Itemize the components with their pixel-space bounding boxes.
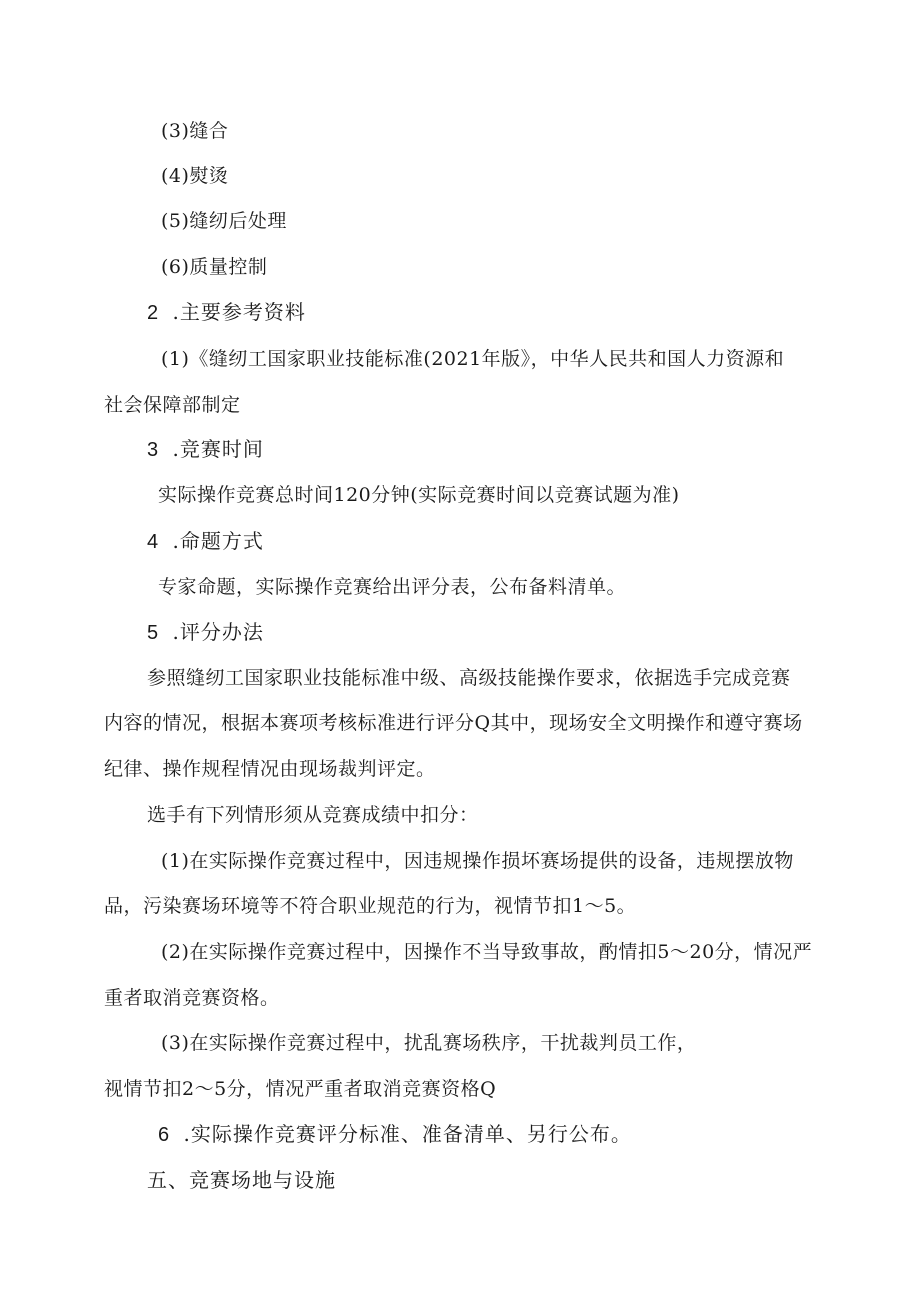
section-5-number: 5 — [147, 622, 160, 644]
scoring-para-line-1: 参照缝纫工国家职业技能标准中级、高级技能操作要求，依据选手完成竞赛 — [147, 667, 791, 689]
section-3-heading — [147, 437, 264, 462]
reference-1-line-2: 社会保障部制定 — [104, 394, 241, 416]
scoring-para-line-2: 内容的情况，根据本赛项考核标准进行评分Q其中，现场安全文明操作和遵守赛场 — [104, 712, 803, 734]
deduction-rule-2-line-2: 重者取消竞赛资格。 — [104, 987, 280, 1009]
section-3-title: .竞赛时间 — [172, 437, 264, 461]
deduction-rule-3-line-1: (3)在实际操作竞赛过程中，扰乱赛场秩序，干扰裁判员工作， — [161, 1032, 697, 1054]
reference-1-line-1: (1)《缝纫工国家职业技能标准(2021年版》，中华人民共和国人力资源和 — [161, 348, 785, 370]
section-4-number: 4 — [147, 531, 160, 553]
section-6-title: .实际操作竞赛评分标准、准备清单、另行公布。 — [183, 1122, 632, 1146]
chapter-5-heading: 五、竞赛场地与设施 — [147, 1168, 336, 1192]
deduction-rule-2-line-1: (2)在实际操作竞赛过程中，因操作不当导致事故，酌情扣5～20分，情况严 — [161, 941, 813, 963]
section-5-title: .评分办法 — [172, 620, 264, 644]
section-2-title: .主要参考资料 — [172, 300, 306, 324]
section-6-number: 6 — [158, 1124, 171, 1146]
section-4-title: .命题方式 — [172, 529, 264, 553]
deduction-rule-1-line-2: 品，污染赛场环境等不符合职业规范的行为，视情节扣1～5。 — [104, 895, 637, 917]
deduction-intro: 选手有下列情形须从竞赛成绩中扣分： — [147, 804, 479, 826]
section-4-heading — [147, 529, 264, 554]
section-2-number: 2 — [147, 302, 160, 324]
section-3-number: 3 — [147, 439, 160, 461]
section-5-heading — [147, 620, 264, 645]
skill-item-5: (5)缝纫后处理 — [161, 210, 287, 232]
skill-item-6: (6)质量控制 — [161, 256, 268, 278]
skill-item-3: (3)缝合 — [161, 120, 229, 142]
deduction-rule-3-line-2: 视情节扣2～5分，情况严重者取消竞赛资格Q — [104, 1078, 497, 1100]
section-6-heading — [158, 1122, 632, 1147]
scoring-para-line-3: 纪律、操作规程情况由现场裁判评定。 — [104, 758, 436, 780]
section-2-heading — [147, 300, 306, 325]
skill-item-4: (4)熨烫 — [161, 165, 229, 187]
competition-time-text: 实际操作竞赛总时间120分钟(实际竞赛时间以竞赛试题为准) — [158, 484, 680, 506]
deduction-rule-1-line-1: (1)在实际操作竞赛过程中，因违规操作损坏赛场提供的设备，违规摆放物 — [161, 850, 794, 872]
proposition-method-text: 专家命题，实际操作竞赛给出评分表，公布备料清单。 — [158, 576, 627, 598]
